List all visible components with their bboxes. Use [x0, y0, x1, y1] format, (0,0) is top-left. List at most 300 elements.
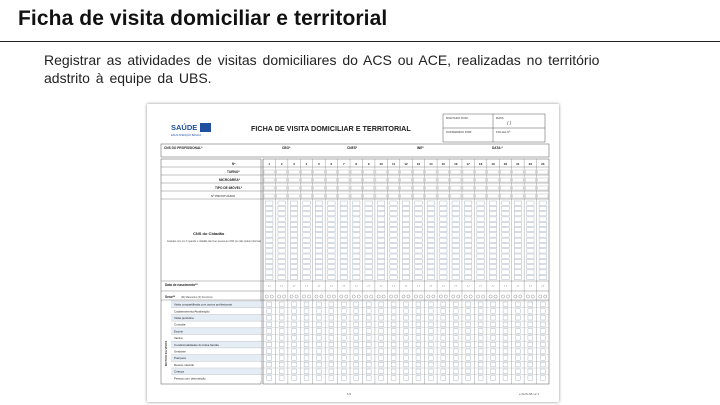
motivo-checkbox: [516, 362, 521, 367]
motivo-checkbox: [341, 349, 346, 354]
cns-digit-box: [452, 243, 459, 247]
motivo-checkbox: [540, 309, 545, 314]
motivo-label: Criança: [174, 369, 184, 374]
cns-digit-box: [353, 249, 360, 253]
motivo-checkbox: [540, 315, 545, 320]
cns-digit-box: [489, 243, 496, 247]
motivo-checkbox: [416, 356, 421, 361]
cns-digit-box: [427, 270, 434, 274]
cns-digit-box: [390, 238, 397, 242]
motivo-checkbox: [329, 322, 334, 327]
option-cell: [538, 170, 548, 174]
cns-digit-box: [514, 238, 521, 242]
motivo-checkbox: [503, 376, 508, 381]
cns-digit-box: [539, 265, 546, 269]
option-cell: [351, 186, 361, 190]
cns-digit-box: [477, 212, 484, 216]
motivo-checkbox: [304, 362, 309, 367]
cns-digit-box: [278, 228, 285, 232]
option-cell: [376, 194, 386, 198]
cns-digit-box: [514, 201, 521, 205]
cns-digit-box: [328, 265, 335, 269]
motivo-checkbox: [516, 322, 521, 327]
motivo-checkbox: [391, 356, 396, 361]
motivo-checkbox: [341, 336, 346, 341]
cbo-label: CBO*: [282, 146, 291, 150]
cns-digit-box: [266, 201, 273, 205]
motivo-checkbox: [317, 356, 322, 361]
option-cell: [426, 186, 436, 190]
motivo-checkbox: [528, 356, 533, 361]
motivo-checkbox: [267, 336, 272, 341]
cns-digit-box: [427, 212, 434, 216]
cns-digit-box: [415, 243, 422, 247]
cns-digit-box: [539, 212, 546, 216]
cns-digit-box: [502, 201, 509, 205]
option-cell: [363, 194, 373, 198]
option-cell: [500, 178, 510, 182]
motivo-checkbox: [354, 322, 359, 327]
date-slash: / /: [392, 284, 395, 288]
option-cell: [500, 186, 510, 190]
slide-description: [44, 51, 704, 87]
cns-digit-box: [303, 233, 310, 237]
motivo-checkbox: [528, 336, 533, 341]
motivo-checkbox: [428, 309, 433, 314]
cns-digit-box: [315, 265, 322, 269]
motivo-checkbox: [329, 356, 334, 361]
cns-digit-box: [415, 265, 422, 269]
cns-digit-box: [452, 254, 459, 258]
cns-digit-box: [377, 222, 384, 226]
motivo-checkbox: [304, 356, 309, 361]
cns-digit-box: [365, 228, 372, 232]
motivo-checkbox: [478, 315, 483, 320]
cns-digit-box: [402, 228, 409, 232]
cns-digit-box: [440, 265, 447, 269]
motivo-checkbox: [341, 309, 346, 314]
cns-digit-box: [527, 233, 534, 237]
motivo-checkbox: [491, 322, 496, 327]
motivo-checkbox: [466, 349, 471, 354]
folha-label: FOLHA Nº:: [496, 130, 511, 134]
motivo-checkbox: [540, 329, 545, 334]
cns-digit-box: [353, 222, 360, 226]
motivo-checkbox: [428, 336, 433, 341]
cns-digit-box: [415, 212, 422, 216]
cns-digit-box: [278, 233, 285, 237]
motivo-checkbox: [491, 342, 496, 347]
motivo-checkbox: [279, 369, 284, 374]
option-cell: [363, 186, 373, 190]
option-cell: [463, 194, 473, 198]
cns-digit-box: [365, 270, 372, 274]
motivo-checkbox: [441, 309, 446, 314]
motivo-checkbox: [304, 369, 309, 374]
sex-option-f: [270, 295, 273, 298]
motivo-checkbox: [292, 342, 297, 347]
cns-digit-box: [353, 206, 360, 210]
option-cell: [401, 170, 411, 174]
cns-digit-box: [266, 233, 273, 237]
cns-digit-box: [489, 212, 496, 216]
motivo-checkbox: [304, 315, 309, 320]
cns-digit-box: [290, 275, 297, 279]
sex-option-f: [394, 295, 397, 298]
motivo-side-label: MOTIVO DA VISITA: [164, 340, 168, 366]
date-slash: / /: [342, 284, 346, 288]
motivo-checkbox: [503, 336, 508, 341]
date-slash: / /: [280, 284, 283, 288]
cns-profissional-label: CNS DO PROFISSIONAL*: [164, 146, 203, 150]
motivo-checkbox: [379, 322, 384, 327]
cns-digit-box: [427, 206, 434, 210]
cns-digit-box: [464, 265, 471, 269]
cns-digit-box: [527, 206, 534, 210]
cns-digit-box: [290, 228, 297, 232]
option-cell: [488, 170, 498, 174]
motivo-checkbox: [466, 315, 471, 320]
cns-digit-box: [328, 217, 335, 221]
cns-digit-box: [377, 238, 384, 242]
cns-digit-box: [365, 217, 372, 221]
option-cell: [363, 170, 373, 174]
footer-page: 1/2: [347, 392, 352, 396]
option-cell: [451, 186, 461, 190]
motivo-checkbox: [540, 349, 545, 354]
cns-digit-box: [340, 270, 347, 274]
motivo-checkbox: [341, 376, 346, 381]
cns-digit-box: [365, 212, 372, 216]
motivo-label: Vacina: [174, 336, 183, 341]
cns-digit-box: [427, 254, 434, 258]
cns-digit-box: [415, 206, 422, 210]
motivo-checkbox: [279, 336, 284, 341]
motivo-checkbox: [428, 362, 433, 367]
motivo-checkbox: [516, 302, 521, 307]
motivo-checkbox: [292, 322, 297, 327]
cns-digit-box: [328, 206, 335, 210]
cns-digit-box: [315, 201, 322, 205]
motivo-label: Exame: [174, 329, 183, 334]
cns-digit-box: [502, 206, 509, 210]
motivo-checkbox: [516, 369, 521, 374]
motivo-checkbox: [478, 322, 483, 327]
cns-digit-box: [527, 265, 534, 269]
motivo-checkbox: [329, 362, 334, 367]
motivo-checkbox: [341, 356, 346, 361]
option-cell: [426, 194, 436, 198]
motivo-checkbox: [404, 322, 409, 327]
motivo-checkbox: [428, 369, 433, 374]
option-cell: [301, 186, 311, 190]
date-slash: / /: [529, 284, 532, 288]
cns-digit-box: [452, 249, 459, 253]
cns-digit-box: [539, 238, 546, 242]
cns-digit-box: [328, 275, 335, 279]
cns-digit-box: [427, 243, 434, 247]
date-slash: / /: [404, 284, 408, 288]
cns-digit-box: [489, 222, 496, 226]
cns-digit-box: [365, 222, 372, 226]
option-cell: [301, 178, 311, 182]
motivo-checkbox: [366, 309, 371, 314]
motivo-checkbox: [292, 356, 297, 361]
cns-digit-box: [464, 238, 471, 242]
motivo-checkbox: [317, 362, 322, 367]
motivo-checkbox: [404, 349, 409, 354]
sex-option-f: [494, 295, 497, 298]
cns-digit-box: [278, 275, 285, 279]
option-cell: [388, 178, 398, 182]
sex-option-f: [345, 295, 348, 298]
cns-digit-box: [402, 217, 409, 221]
cns-digit-box: [527, 212, 534, 216]
motivo-checkbox: [516, 376, 521, 381]
cns-digit-box: [390, 228, 397, 232]
motivo-checkbox: [491, 362, 496, 367]
motivo-checkbox: [317, 342, 322, 347]
motivo-checkbox: [478, 309, 483, 314]
motivo-checkbox: [317, 376, 322, 381]
motivo-checkbox: [279, 362, 284, 367]
motivo-checkbox: [366, 315, 371, 320]
cns-digit-box: [415, 275, 422, 279]
motivo-checkbox: [416, 315, 421, 320]
motivo-checkbox: [329, 315, 334, 320]
cns-digit-box: [402, 206, 409, 210]
option-cell: [401, 178, 411, 182]
cns-digit-box: [489, 217, 496, 221]
sex-option-m: [464, 295, 467, 298]
cns-digit-box: [502, 228, 509, 232]
motivo-checkbox: [404, 342, 409, 347]
cns-digit-box: [340, 243, 347, 247]
sex-option-f: [544, 295, 547, 298]
cns-digit-box: [527, 222, 534, 226]
option-cell: [475, 170, 485, 174]
cns-digit-box: [377, 254, 384, 258]
cns-digit-box: [477, 243, 484, 247]
cns-digit-box: [539, 201, 546, 205]
motivo-checkbox: [528, 302, 533, 307]
cns-digit-box: [353, 233, 360, 237]
cns-digit-box: [402, 222, 409, 226]
date-slash: / /: [379, 284, 383, 288]
cns-digit-box: [303, 201, 310, 205]
cns-digit-box: [427, 217, 434, 221]
cns-digit-box: [315, 243, 322, 247]
option-cell: [438, 194, 448, 198]
cns-digit-box: [328, 201, 335, 205]
column-number: 6: [330, 162, 333, 166]
option-cell: [289, 178, 299, 182]
motivo-checkbox: [267, 376, 272, 381]
motivo-checkbox: [279, 349, 284, 354]
cns-digit-box: [452, 238, 459, 242]
form-title: FICHA DE VISITA DOMICILIAR E TERRITORIAL: [251, 124, 411, 133]
cns-digit-box: [390, 265, 397, 269]
motivo-checkbox: [478, 302, 483, 307]
option-cell: [339, 178, 349, 182]
cns-digit-box: [489, 270, 496, 274]
motivo-checkbox: [491, 349, 496, 354]
cns-digit-box: [365, 206, 372, 210]
date-slash: / /: [367, 284, 370, 288]
motivo-checkbox: [341, 369, 346, 374]
cns-digit-box: [477, 206, 484, 210]
cns-digit-box: [464, 201, 471, 205]
motivo-checkbox: [354, 329, 359, 334]
motivo-checkbox: [317, 329, 322, 334]
cns-digit-box: [377, 228, 384, 232]
cns-digit-box: [402, 243, 409, 247]
motivo-checkbox: [366, 336, 371, 341]
cns-digit-box: [377, 243, 384, 247]
cns-digit-box: [303, 228, 310, 232]
motivo-checkbox: [466, 376, 471, 381]
motivo-checkbox: [466, 342, 471, 347]
cns-digit-box: [290, 201, 297, 205]
motivo-checkbox: [279, 342, 284, 347]
date-slash: / /: [305, 284, 308, 288]
motivo-checkbox: [441, 342, 446, 347]
cns-digit-box: [477, 228, 484, 232]
motivo-checkbox: [366, 342, 371, 347]
column-number: 7: [342, 162, 345, 166]
column-number: 14: [429, 162, 433, 166]
cns-digit-box: [477, 259, 484, 263]
digitado-label: DIGITADO POR:: [446, 116, 469, 120]
motivo-checkbox: [341, 315, 346, 320]
cns-digit-box: [527, 270, 534, 274]
sex-option-m: [265, 295, 268, 298]
motivo-checkbox: [503, 329, 508, 334]
motivo-checkbox: [379, 362, 384, 367]
cns-digit-box: [464, 206, 471, 210]
motivo-checkbox: [354, 349, 359, 354]
sex-option-m: [539, 295, 542, 298]
cns-digit-box: [502, 275, 509, 279]
cns-digit-box: [377, 275, 384, 279]
motivo-checkbox: [441, 336, 446, 341]
motivo-checkbox: [379, 329, 384, 334]
cns-cidadao-title: CNS do Cidadão: [193, 231, 225, 236]
motivo-checkbox: [528, 376, 533, 381]
date-slash: / /: [516, 284, 520, 288]
cns-digit-box: [477, 217, 484, 221]
sex-option-m: [278, 295, 281, 298]
column-number: 17: [466, 162, 470, 166]
motivo-checkbox: [540, 336, 545, 341]
cns-digit-box: [539, 222, 546, 226]
data2-label: DATA:*: [492, 146, 503, 150]
motivo-checkbox: [267, 309, 272, 314]
cns-digit-box: [527, 275, 534, 279]
logo-subtitle: ESUS ATENÇÃO BÁSICA: [171, 134, 202, 137]
cns-digit-box: [502, 233, 509, 237]
motivo-checkbox: [528, 369, 533, 374]
row-label-turno: TURNO*: [227, 170, 240, 174]
motivo-label: Puérpera: [174, 356, 186, 361]
option-cell: [351, 178, 361, 182]
motivo-checkbox: [540, 356, 545, 361]
sex-option-m: [402, 295, 405, 298]
sex-option-m: [290, 295, 293, 298]
option-cell: [289, 186, 299, 190]
sex-option-f: [407, 295, 410, 298]
motivo-checkbox: [354, 356, 359, 361]
motivo-checkbox: [366, 376, 371, 381]
motivo-checkbox: [516, 349, 521, 354]
column-number: 18: [478, 162, 483, 166]
motivo-checkbox: [404, 336, 409, 341]
cns-digit-box: [402, 201, 409, 205]
sex-option-m: [489, 295, 492, 298]
date-slash: / /: [466, 284, 470, 288]
motivo-checkbox: [391, 329, 396, 334]
title-divider: [0, 41, 720, 42]
cns-digit-box: [477, 238, 484, 242]
cns-digit-box: [440, 212, 447, 216]
motivo-row-bg: [171, 368, 261, 374]
column-number: 22: [528, 162, 533, 166]
cns-digit-box: [452, 233, 459, 237]
cns-digit-box: [415, 222, 422, 226]
option-cell: [525, 194, 535, 198]
motivo-checkbox: [391, 302, 396, 307]
cns-digit-box: [315, 222, 322, 226]
column-number: 5: [318, 162, 320, 166]
sex-option-m: [514, 295, 517, 298]
cns-digit-box: [353, 212, 360, 216]
cns-digit-box: [303, 217, 310, 221]
cns-digit-box: [266, 259, 273, 263]
cns-digit-box: [340, 206, 347, 210]
cns-digit-box: [402, 254, 409, 258]
motivo-checkbox: [516, 342, 521, 347]
sex-option-f: [519, 295, 522, 298]
cns-digit-box: [266, 270, 273, 274]
option-cell: [475, 178, 485, 182]
motivo-checkbox: [478, 342, 483, 347]
cns-digit-box: [440, 259, 447, 263]
motivo-checkbox: [491, 329, 496, 334]
option-cell: [401, 186, 411, 190]
cns-digit-box: [452, 265, 459, 269]
column-number: 12: [404, 162, 408, 166]
cns-digit-box: [290, 238, 297, 242]
cns-digit-box: [377, 206, 384, 210]
cns-digit-box: [440, 222, 447, 226]
sex-option-m: [315, 295, 318, 298]
motivo-checkbox: [416, 336, 421, 341]
motivo-checkbox: [267, 302, 272, 307]
motivo-checkbox: [391, 309, 396, 314]
cns-digit-box: [340, 228, 347, 232]
cns-digit-box: [514, 275, 521, 279]
row-labels-panel: [161, 159, 261, 384]
sex-option-m: [302, 295, 305, 298]
motivo-checkbox: [391, 362, 396, 367]
cns-digit-box: [440, 217, 447, 221]
cns-digit-box: [266, 238, 273, 242]
motivo-checkbox: [491, 309, 496, 314]
cns-digit-box: [390, 270, 397, 274]
sexo-label: Sexo**: [165, 295, 176, 299]
option-cell: [463, 186, 473, 190]
cns-digit-box: [266, 212, 273, 216]
